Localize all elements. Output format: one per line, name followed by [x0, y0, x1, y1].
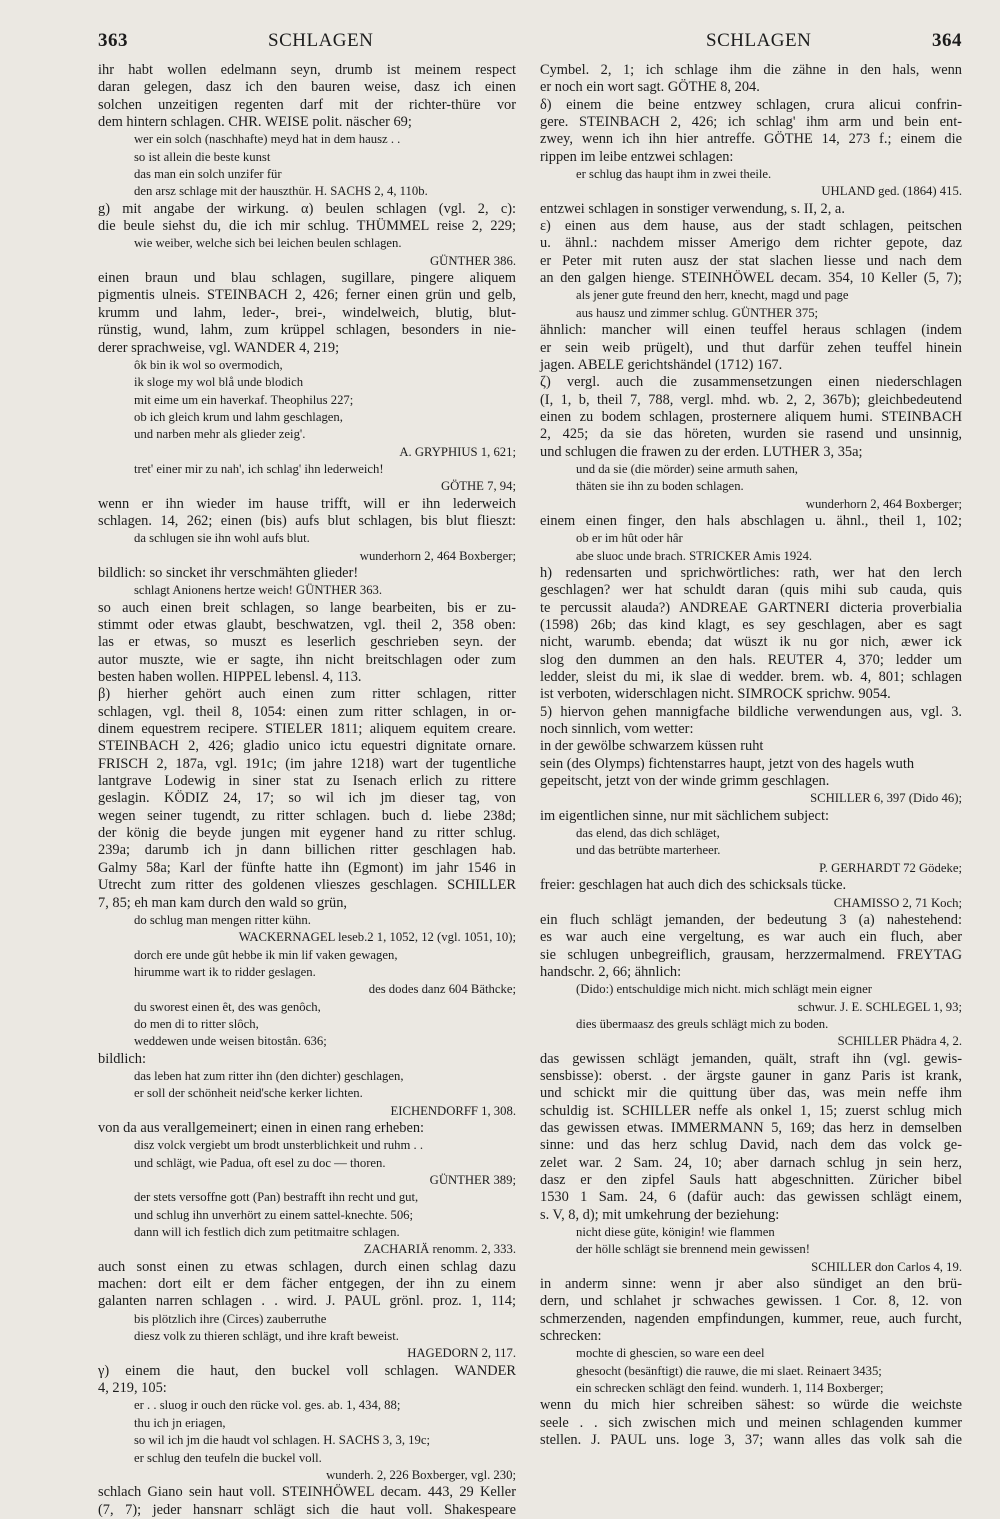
- text-line: er schlug das haupt ihm in zwei theile.: [576, 167, 772, 182]
- text-line: galanten narren schlagen . . wird. J. PAUL grönl. proz. 1, 114;: [98, 1293, 516, 1310]
- text-line: ôk bin ik wol so overmodich,: [134, 357, 283, 372]
- text-line: und schlägt, wie Padua, oft esel zu doc — thoren.: [134, 1155, 386, 1170]
- text-line: HAGEDORN 2, 117.: [407, 1346, 516, 1361]
- text-line: slog den dummen an den hals. REUTER 4, 370; ledder um: [540, 651, 962, 668]
- text-line: das gewissen etwas. IMMERMANN 5, 169; das herz in demselben: [540, 1119, 962, 1136]
- text-line: gepeitscht, jetzt von der winde grimm geschlagen.: [540, 773, 830, 790]
- text-line: autor muszte, wie er sagte, ihn nicht breitschlagen oder zum: [98, 651, 516, 668]
- page-header: [98, 30, 962, 58]
- text-line: da schlugen sie ihn wohl aufs blut.: [134, 531, 310, 546]
- text-line: er schlug den teufeln die buckel voll.: [134, 1450, 322, 1465]
- text-line: er noch ein wort sagt. GÖTHE 8, 204.: [540, 79, 760, 96]
- text-line: mit eime um ein haverkaf. Theophilus 227;: [134, 392, 354, 407]
- text-line: 5) hiervon gehen mannigfache bildliche verwendungen aus, vgl. 3.: [540, 703, 962, 720]
- text-line: seele . . sich zwischen mich und meinen schlagenden kummer: [540, 1414, 962, 1431]
- text-line: SCHILLER don Carlos 4, 19.: [811, 1259, 962, 1274]
- text-line: sie schlugen unbegreiflich, grausam, herzzermalmend. FREYTAG: [540, 946, 962, 963]
- text-line: 2, 425; da sie das höreten, wurden sie rasend und unsinnig,: [540, 426, 962, 443]
- text-line: aus hausz und zimmer schlug. GÜNTHER 375;: [576, 305, 819, 320]
- text-line: ist verboten, widerschlagen nicht. SIMROCK sprichw. 9054.: [540, 686, 891, 703]
- text-line: ob er im hût oder hâr: [576, 531, 683, 546]
- text-line: schlagen, vgl. theil 8, 1054: einen zum ritter schlagen, in or-: [98, 703, 516, 720]
- text-line: und schlug ihn unverhört zu einem sattel-knechte. 506;: [134, 1207, 414, 1222]
- text-line: den arsz schlage mit der hauszthür. H. SACHS 2, 4, 110b.: [134, 184, 428, 199]
- text-line: der könig die beyde jungen mit eygener hand zu ritter schlug.: [98, 825, 516, 842]
- text-line: ihr habt wollen edelmann seyn, drumb ist meinem respect: [98, 62, 516, 78]
- text-line: do men di to ritter slôch,: [134, 1016, 259, 1031]
- text-line: te percussit alauda?) ANDREAE GARTNERI dicteria proverbialia: [540, 599, 962, 616]
- text-line: gere. STEINBACH 2, 426; ich schlag' ihm arm und bein ent-: [540, 114, 962, 131]
- text-line: STEINBACH 2, 426; gladio unico ictu equestri dignitate ornare.: [98, 738, 516, 755]
- text-line: du sworest einen êt, des was genôch,: [134, 999, 321, 1014]
- text-line: das gewissen schlägt jemanden, quält, straft ihn (vgl. gewis-: [540, 1050, 962, 1067]
- text-line: thu ich jn eriagen,: [134, 1415, 226, 1430]
- text-line: auch sonst einen zu etwas schlagen, durch einen schlag dazu: [98, 1258, 516, 1275]
- text-line: machen: dort eilt er dem fächer entgegen, der ihn zu einem: [98, 1276, 516, 1293]
- text-line: solchen unzeitigen regenten darf mit der richter-thüre vor: [98, 96, 516, 113]
- text-line: 7, 85; eh man kam durch den wald so grün,: [98, 894, 347, 911]
- text-line: schlach Giano sein haut voll. STEINHÖWEL decam. 443, 29 Keller: [98, 1484, 516, 1501]
- text-line: als jener gute freund den herr, knecht, magd und page: [576, 288, 849, 303]
- text-line: β) hierher gehört auch einen zum ritter schlagen, ritter: [98, 686, 516, 703]
- text-line: derer sprachweise, vgl. WANDER 4, 219;: [98, 339, 340, 356]
- text-line: UHLAND ged. (1864) 415.: [821, 184, 962, 199]
- text-line: A. GRYPHIUS 1, 621;: [399, 444, 516, 459]
- text-line: dies übermaasz des greuls schlägt mich zu boden.: [576, 1016, 829, 1031]
- text-line: ZACHARIÄ renomm. 2, 333.: [363, 1242, 516, 1257]
- text-line: ghesocht (besänftigt) die rauwe, die mi slaet. Reinaert 3435;: [576, 1363, 882, 1378]
- text-line: (I, 1, b, theil 7, 788, vergl. mhd. wb. 2, 2, 367b); gleichbedeutend: [540, 391, 962, 408]
- text-line: Galmy 58a; Karl der fünfte hatte ihn (Egmont) im jahr 1546 in: [98, 859, 516, 876]
- text-line: dern, und schlahet jr schwaches gewissen. 1 Cor. 8, 12. von: [540, 1293, 962, 1310]
- text-line: das man ein solch unzifer für: [134, 167, 282, 182]
- text-line: er Peter mit ruten ausz der stat slachen liesse und nach dem: [540, 252, 962, 269]
- text-line: von da aus verallgemeinert; einen in einen rang erheben:: [98, 1119, 425, 1136]
- text-line: er sein weib prügelt), und thut darfür zehen teuffel hinein: [540, 339, 962, 356]
- right-text-column: [540, 62, 962, 1478]
- text-line: der hölle schlägt sie brennend mein gewissen!: [576, 1242, 810, 1257]
- text-line: sensbisse): oberst. . der ärgste gauner in ganz Paris ist krank,: [540, 1067, 962, 1084]
- text-line: FRISCH 2, 187a, vgl. 191c; (im jahre 1218) wart der tugentliche: [98, 755, 516, 772]
- text-line: bis plötzlich ihre (Circes) zauberruthe: [134, 1311, 327, 1326]
- text-line: zelet war. 2 Sam. 24, 10; aber darnach schlug jn sein herz,: [540, 1154, 962, 1171]
- text-line: und schickt mir die quittung über das, was mein neffe ihm: [540, 1085, 962, 1102]
- text-line: ein fluch schlägt jemanden, der bedeutung 3 (a) nahestehend:: [540, 911, 962, 928]
- text-line: hirumme wart ik to ridder geslagen.: [134, 964, 316, 979]
- text-line: ein schrecken schlägt den feind. wunderh. 1, 114 Boxberger;: [576, 1381, 884, 1396]
- text-line: der stets versoffne gott (Pan) bestrafft ihn recht und gut,: [134, 1190, 419, 1205]
- text-line: das elend, das dich schläget,: [576, 826, 720, 841]
- left-page-number: 363: [98, 30, 128, 51]
- text-line: Cymbel. 2, 1; ich schlage ihm die zähne in den hals, wenn: [540, 62, 962, 78]
- right-page-number: 364: [932, 30, 962, 51]
- text-line: tret' einer mir zu nah', ich schlag' ihn lederweich!: [134, 461, 384, 476]
- text-line: wenn er ihn wieder im hause trifft, will er ihn lederweich: [98, 495, 516, 512]
- text-line: einen zu bodem schlagen, prosternere aliquem humi. STEINBACH: [540, 408, 962, 425]
- text-line: des dodes danz 604 Bäthcke;: [368, 982, 516, 997]
- text-line: wunderhorn 2, 464 Boxberger;: [359, 548, 516, 563]
- text-line: WACKERNAGEL leseb.2 1, 1052, 12 (vgl. 1051, 10);: [238, 930, 516, 945]
- text-line: entzwei schlagen in sonstiger verwendung, s. II, 2, a.: [540, 200, 845, 217]
- text-line: diesz volk zu thieren schlägt, und ihre kraft beweist.: [134, 1329, 399, 1344]
- text-line: wer ein solch (naschhafte) meyd hat in dem hausz . .: [134, 132, 401, 147]
- text-line: ik sloge my wol blå unde blodich: [134, 375, 304, 390]
- text-line: geslagin. KÖDIZ 24, 17; so wil ich jm dieser tag, von: [98, 790, 516, 807]
- text-line: (1598) 26b; das kind klagt, es sey geschlagen, aber es sagt: [540, 617, 962, 633]
- text-line: P. GERHARDT 72 Gödeke;: [819, 860, 962, 875]
- text-line: rippen im leibe entzwei schlagen:: [540, 148, 734, 165]
- text-line: an den galgen hienge. STEINHÖWEL decam. 354, 10 Keller (5, 7);: [540, 270, 962, 287]
- text-line: sein (des Olymps) fichtenstarres haupt, jetzt von des hagels wuth: [540, 755, 915, 772]
- text-line: handschr. 2, 66; ähnlich:: [540, 963, 682, 980]
- text-line: weddewen unde weisen bitostân. 636;: [134, 1034, 327, 1049]
- right-running-title: SCHLAGEN: [706, 30, 812, 51]
- text-line: in anderm sinne: wenn jr aber also sündiget an den brü-: [540, 1276, 962, 1293]
- text-line: und da sie (die mörder) seine armuth sahen,: [576, 461, 798, 476]
- text-line: 4, 219, 105:: [98, 1380, 167, 1397]
- text-line: er soll der schönheit neid'sche kerker lichten.: [134, 1086, 363, 1101]
- text-line: disz volck vergiebt um brodt unsterblichkeit und ruhm . .: [134, 1138, 424, 1153]
- text-line: so auch einen breit schlagen, so lange bearbeiten, bis er zu-: [98, 599, 516, 616]
- text-line: bildlich: so sincket ihr verschmähten glieder!: [98, 564, 359, 581]
- text-line: so ist allein die beste kunst: [134, 149, 271, 164]
- text-line: einem einen finger, den hals abschlagen u. ähnl., theil 1, 102;: [540, 512, 962, 529]
- text-line: im eigentlichen sinne, nur mit sächlichem subject:: [540, 807, 829, 824]
- text-line: er . . sluog ir ouch den rücke vol. ges. ab. 1, 434, 88;: [134, 1398, 401, 1413]
- text-line: wunderhorn 2, 464 Boxberger;: [805, 496, 962, 511]
- text-line: g) mit angabe der wirkung. α) beulen schlagen (vgl. 2, c):: [98, 200, 516, 217]
- left-running-title: SCHLAGEN: [268, 30, 374, 51]
- text-line: krumm und lahm, leder-, brei-, windelweich, blutig, blut-: [98, 304, 516, 321]
- text-line: und schlugen die frawen zu der erden. LUTHER 3, 35a;: [540, 443, 863, 460]
- text-line: las er etwas, so muszt es leserlich geschrieben seyn. der: [98, 634, 516, 651]
- text-line: stellen. J. PAUL uns. loge 3, 37; wann alles das volk sah die: [540, 1432, 962, 1449]
- text-line: wunderh. 2, 226 Boxberger, vgl. 230;: [326, 1467, 516, 1482]
- text-line: EICHENDORFF 1, 308.: [390, 1103, 516, 1118]
- text-line: (Dido:) entschuldige mich nicht. mich schlägt mein eigner: [576, 982, 872, 997]
- text-line: GÜNTHER 389;: [429, 1173, 516, 1187]
- text-line: das leben hat zum ritter ihn (den dichter) geschlagen,: [134, 1068, 404, 1083]
- text-line: GÖTHE 7, 94;: [440, 479, 516, 494]
- text-line: die beule siehst du, die ich mir schlug. THÜMMEL reise 2, 229;: [98, 218, 516, 235]
- text-line: so wil ich jm die haudt vol schlagen. H. SACHS 3, 3, 19c;: [134, 1433, 431, 1448]
- text-line: γ) einem die haut, den buckel voll schlagen. WANDER: [98, 1362, 516, 1379]
- text-line: in der gewölbe schwarzem küssen ruht: [540, 738, 764, 755]
- text-line: s. V, 8, d); mit umkehrung der beziehung:: [540, 1206, 780, 1223]
- text-line: pigmentis ulneis. STEINBACH 2, 426; ferner einen grün und gelb,: [98, 287, 516, 304]
- text-line: thäten sie ihn zu boden schlagen.: [576, 479, 744, 494]
- text-line: SCHILLER Phädra 4, 2.: [837, 1034, 962, 1049]
- text-line: nicht, warumb. ebenda; dat wüszt ik nu gor nich, æwer ick: [540, 634, 962, 651]
- text-line: bildlich:: [98, 1050, 146, 1067]
- text-line: geschlagen? wer hat schuldt daran (quis mihi sub cauda, quis: [540, 582, 962, 599]
- text-line: freier: geschlagen hat auch dich des schicksals tücke.: [540, 877, 847, 894]
- text-line: 1530 1 Sam. 24, 6 (dafür auch: das gewissen schlägt einem,: [540, 1189, 962, 1206]
- text-line: daran gelegen, dasz ich den bauren weise, dasz ich einen: [98, 79, 516, 96]
- text-line: CHAMISSO 2, 71 Koch;: [833, 895, 962, 910]
- text-line: wegen seiner tugendt, zu ritter schlagen. buch d. liebe 238d;: [98, 807, 516, 824]
- text-line: Utrecht zum ritter des goldenen vlieszes geschlagen. SCHILLER: [98, 877, 516, 894]
- text-line: rünstig, wund, lahm, zum krüppel schlagen, besonders in nie-: [98, 322, 516, 339]
- text-line: dasz er den zipfel Sauls hatt abgeschnitten. Züricher bibel: [540, 1172, 962, 1188]
- text-line: 239a; darumb ich jn dann billichen ritter geschlagen hab.: [98, 842, 516, 859]
- text-line: schrecken:: [540, 1328, 602, 1345]
- text-line: wie weiber, welche sich bei leichen beulen schlagen.: [134, 236, 402, 251]
- text-line: dorch ere unde gût hebbe ik min lif vaken gewagen,: [134, 947, 398, 962]
- text-line: dann will ich festlich dich zum petitmaitre schlagen.: [134, 1225, 400, 1240]
- text-line: jagen. ABELE gerichtshändel (1712) 167.: [540, 356, 783, 373]
- text-line: noch sinnlich, vom wetter:: [540, 721, 694, 738]
- text-line: ε) einen aus dem hause, aus der stadt schlagen, peitschen: [540, 218, 962, 235]
- text-line: lantgrave Lodewig in siner stat zu Isenach erlich zu rittere: [98, 773, 516, 790]
- text-line: abe sluoc unde brach. STRICKER Amis 1924.: [576, 548, 813, 563]
- text-line: nicht diese güte, königin! wie flammen: [576, 1225, 775, 1240]
- text-line: dinem equestrem recipere. STIELER 1811; aliquem equitem creare.: [98, 721, 516, 738]
- text-line: SCHILLER 6, 397 (Dido 46);: [810, 791, 962, 806]
- text-line: zwey, wenn ich ihn hier antreffe. GÖTHE 14, 273 f.; einem die: [540, 131, 962, 148]
- text-line: schuldig ist. SCHILLER neffe als onkel 1, 15; zuerst schlug mich: [540, 1102, 962, 1119]
- text-line: sinne: und das herz schlug David, nach dem das volck ge-: [540, 1137, 962, 1154]
- text-line: GÜNTHER 386.: [430, 253, 516, 268]
- text-line: ζ) vergl. auch die zusammensetzungen einen niederschlagen: [540, 374, 962, 391]
- text-line: mochte di ghescien, so ware een deel: [576, 1346, 765, 1361]
- text-line: dem hintern schlagen. CHR. WEISE polit. näscher 69;: [98, 114, 412, 131]
- text-line: besten haben wollen. HIPPEL lebensl. 4, 113.: [98, 669, 362, 686]
- text-line: ledder, sleist du mi, ik slae di wedder. brem. wb. 4, 801; schlagen: [540, 669, 962, 686]
- text-line: wenn du mich hier schreiben sähest: so würde die weichste: [540, 1397, 962, 1414]
- text-line: und das betrübte marterheer.: [576, 843, 721, 858]
- text-line: schmerzenden, nagenden empfindungen, kummer, reue, auch furcht,: [540, 1310, 962, 1327]
- text-line: einen braun und blau schlagen, sugillare, pingere aliquem: [98, 270, 516, 287]
- text-line: do schlug man mengen ritter kühn.: [134, 912, 311, 927]
- text-line: schlagen. 14, 262; einen (bis) aufs blut schlagen, bis blut flieszt:: [98, 512, 516, 529]
- text-line: schlagt Anionens hertze weich! GÜNTHER 363.: [134, 583, 383, 598]
- left-text-column: [98, 62, 516, 1518]
- text-line: h) redensarten und sprichwörtliches: rath, wer hat den lerch: [540, 564, 962, 581]
- text-line: stimmt oder etwas glaubt, beschwatzen, vgl. theil 2, 358 oben:: [98, 617, 516, 633]
- text-line: (7, 7); jeder hansnarr schlägt sich die haut voll. Shakespeare: [98, 1501, 516, 1518]
- text-line: es war auch eine vergeltung, es war auch ein fluch, aber: [540, 929, 962, 946]
- text-line: und narben mehr als glieder zeig'.: [134, 427, 306, 442]
- text-line: ähnlich: mancher will einen teuffel heraus schlagen (indem: [540, 322, 962, 339]
- text-line: u. ähnl.: nachdem misser Amerigo dem richter gepote, daz: [540, 235, 962, 252]
- text-line: schwur. J. E. SCHLEGEL 1, 93;: [797, 999, 962, 1014]
- text-line: ob ich gleich krum und lahm geschlagen,: [134, 409, 343, 424]
- text-line: δ) einem die beine entzwey schlagen, crura alicui confrin-: [540, 96, 962, 113]
